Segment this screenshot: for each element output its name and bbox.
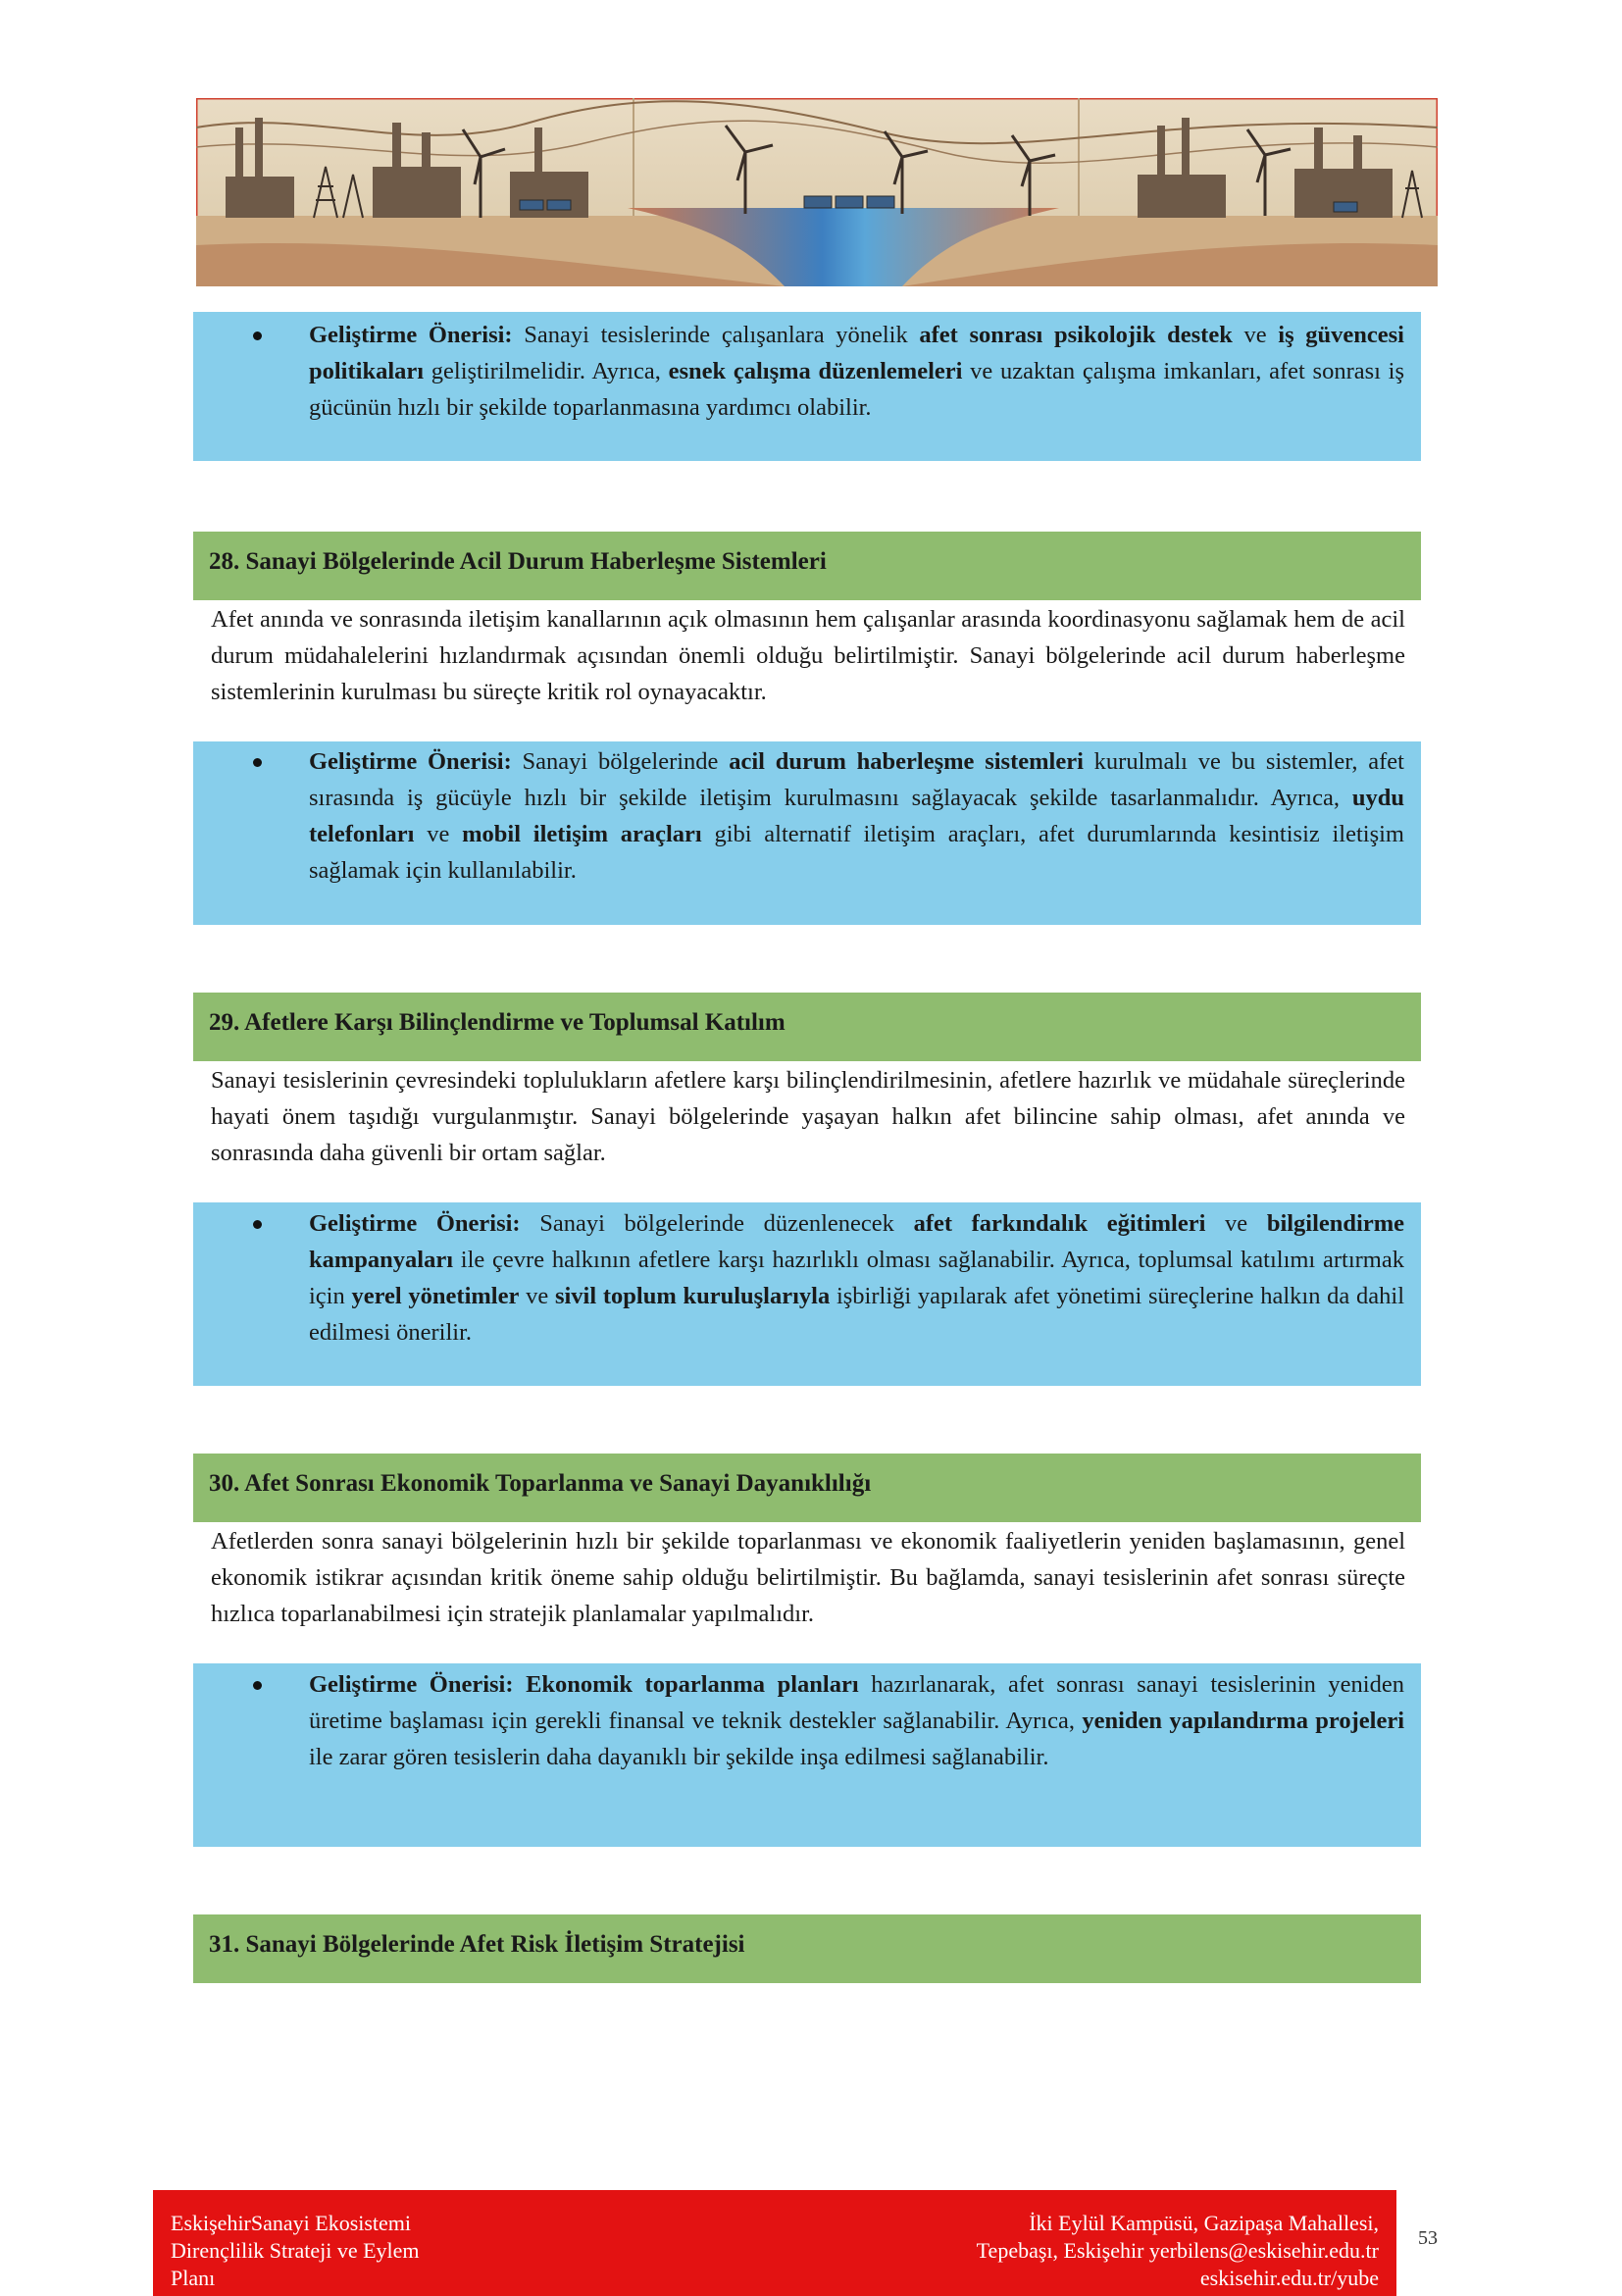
bold-phrase: afet farkındalık eğitimleri	[913, 1210, 1206, 1237]
text-run: ve	[1232, 322, 1279, 348]
bold-phrase: yerel yönetimler	[351, 1283, 520, 1309]
text-run: ile çevre halkının afetlere karşı hazırlıklı olması sağlanabilir. Ayrıca, toplumsal katılımı artırmak için	[309, 1247, 1404, 1309]
bold-phrase: iş güvencesi politikaları	[309, 322, 1404, 384]
bullet-dot	[253, 758, 262, 767]
bold-phrase: acil durum haberleşme sistemleri	[729, 748, 1084, 775]
bold-phrase: Geliştirme Önerisi:	[309, 322, 513, 348]
footer-title-line: Planı	[171, 2266, 216, 2290]
text-run: kurulmalı ve bu sistemler, afet sırasında iş gücüyle hızlı bir şekilde iletişim kurulmasını sağlayacak şekilde tasarlanmalıdır. Ayrıca,	[309, 748, 1404, 811]
suggestion-text	[309, 317, 1404, 426]
section-heading-28: 28. Sanayi Bölgelerinde Acil Durum Haberleşme Sistemleri	[193, 532, 1421, 600]
suggestion-bullet-28	[257, 743, 1404, 889]
section-paragraph-28: Afet anında ve sonrasında iletişim kanallarının açık olmasının hem çalışanlar arasında koordinasyonu sağlamak hem de acil durum müdahalelerini hızlandırmak açısından önemli olduğu belirtilmiştir. Sanayi bölgelerinde acil durum haberleşme sistemlerinin kurulması bu süreçte kritik rol oynayacaktır.	[211, 606, 1405, 705]
section-heading-29: 29. Afetlere Karşı Bilinçlendirme ve Toplumsal Katılım	[193, 993, 1421, 1061]
footer-contact	[977, 2210, 1379, 2292]
footer-title	[171, 2210, 420, 2292]
bold-phrase: Geliştirme Önerisi:	[309, 748, 512, 775]
bold-phrase: uydu telefonları	[309, 785, 1404, 847]
bullet-dot	[253, 1681, 262, 1690]
text-run: ve	[1205, 1210, 1267, 1237]
text-run: Sanayi bölgelerinde düzenlenecek	[520, 1210, 914, 1237]
footer-website: eskisehir.edu.tr/yube	[1199, 2266, 1379, 2290]
section-paragraph-29: Sanayi tesislerinin çevresindeki toplulukların afetlere karşı bilinçlendirilmesinin, afetlere hazırlık ve müdahale süreçlerinde hayati önem taşıdığı vurgulanmıştır. Sanayi bölgelerinde yaşayan halkın afet bilincine sahip olması, afet anında ve sonrasında daha güvenli bir ortam sağlar.	[211, 1067, 1405, 1166]
footer-address: İki Eylül Kampüsü, Gazipaşa Mahallesi,	[1029, 2211, 1379, 2235]
text-run: gibi alternatif iletişim araçları, afet durumlarında kesintisiz iletişim sağlamak için kullanılabilir.	[309, 821, 1404, 884]
section-heading-31: 31. Sanayi Bölgelerinde Afet Risk İletişim Stratejisi	[193, 1914, 1421, 1983]
footer-title-line: Dirençlilik Strateji ve Eylem	[171, 2238, 420, 2263]
suggestion-bullet	[257, 317, 1404, 426]
footer-email: Tepebaşı, Eskişehir yerbilens@eskisehir.edu.tr	[976, 2238, 1379, 2263]
text-run: Sanayi bölgelerinde	[511, 748, 730, 775]
section-heading-30: 30. Afet Sonrası Ekonomik Toparlanma ve Sanayi Dayanıklılığı	[193, 1454, 1421, 1522]
bold-phrase: Geliştirme Önerisi:	[309, 1210, 521, 1237]
bold-phrase: esnek çalışma düzenlemeleri	[668, 358, 963, 384]
text-run	[514, 1671, 527, 1698]
bold-phrase: sivil toplum kuruluşlarıyla	[554, 1283, 831, 1309]
text-run: ve	[414, 821, 463, 847]
suggestion-text-30	[309, 1666, 1404, 1775]
text-run: ve	[519, 1283, 555, 1309]
page-number: 53	[1418, 2227, 1438, 2249]
suggestion-text-28	[309, 743, 1404, 889]
bullet-dot	[253, 332, 262, 340]
text-run: geliştirilmelidir. Ayrıca,	[424, 358, 669, 384]
bold-phrase: bilgilendirme kampanyaları	[309, 1210, 1405, 1273]
bold-phrase: mobil iletişim araçları	[462, 821, 702, 847]
suggestion-bullet-30	[257, 1666, 1404, 1775]
footer-title-line: EskişehirSanayi Ekosistemi	[171, 2211, 412, 2235]
suggestion-bullet-29	[257, 1205, 1404, 1351]
bullet-dot	[253, 1220, 262, 1229]
suggestion-text-29	[309, 1205, 1404, 1351]
bold-phrase: yeniden yapılandırma projeleri	[1082, 1708, 1404, 1734]
text-run: ve uzaktan çalışma imkanları, afet sonrası iş gücünün hızlı bir şekilde toparlanmasına yardımcı olabilir.	[309, 358, 1405, 421]
text-run: Sanayi tesislerinde çalışanlara yönelik	[512, 322, 920, 348]
page-footer	[153, 2190, 1396, 2296]
bold-phrase: Ekonomik toparlanma planları	[526, 1671, 859, 1698]
text-run: işbirliği yapılarak afet yönetimi süreçlerine halkın da dahil edilmesi önerilir.	[309, 1283, 1404, 1346]
header-illustration	[196, 98, 1438, 286]
section-paragraph-30: Afetlerden sonra sanayi bölgelerinin hızlı bir şekilde toparlanması ve ekonomik faaliyetlerin yeniden başlamasının, genel ekonomik istikrar açısından kritik öneme sahip olduğu belirtilmiştir. Bu bağlamda, sanayi tesislerinin afet sonrası süreçte hızlıca toparlanabilmesi için stratejik planlamalar yapılmalıdır.	[211, 1528, 1405, 1627]
text-run: ile zarar gören tesislerin daha dayanıklı bir şekilde inşa edilmesi sağlanabilir.	[309, 1744, 1049, 1770]
bold-phrase: afet sonrası psikolojik destek	[919, 322, 1233, 348]
bold-phrase: Geliştirme Önerisi:	[309, 1671, 514, 1698]
text-run: hazırlanarak, afet sonrası sanayi tesislerinin yeniden üretime başlaması için gerekli finansal ve teknik destekler sağlanabilir. Ayrıca,	[309, 1671, 1404, 1734]
